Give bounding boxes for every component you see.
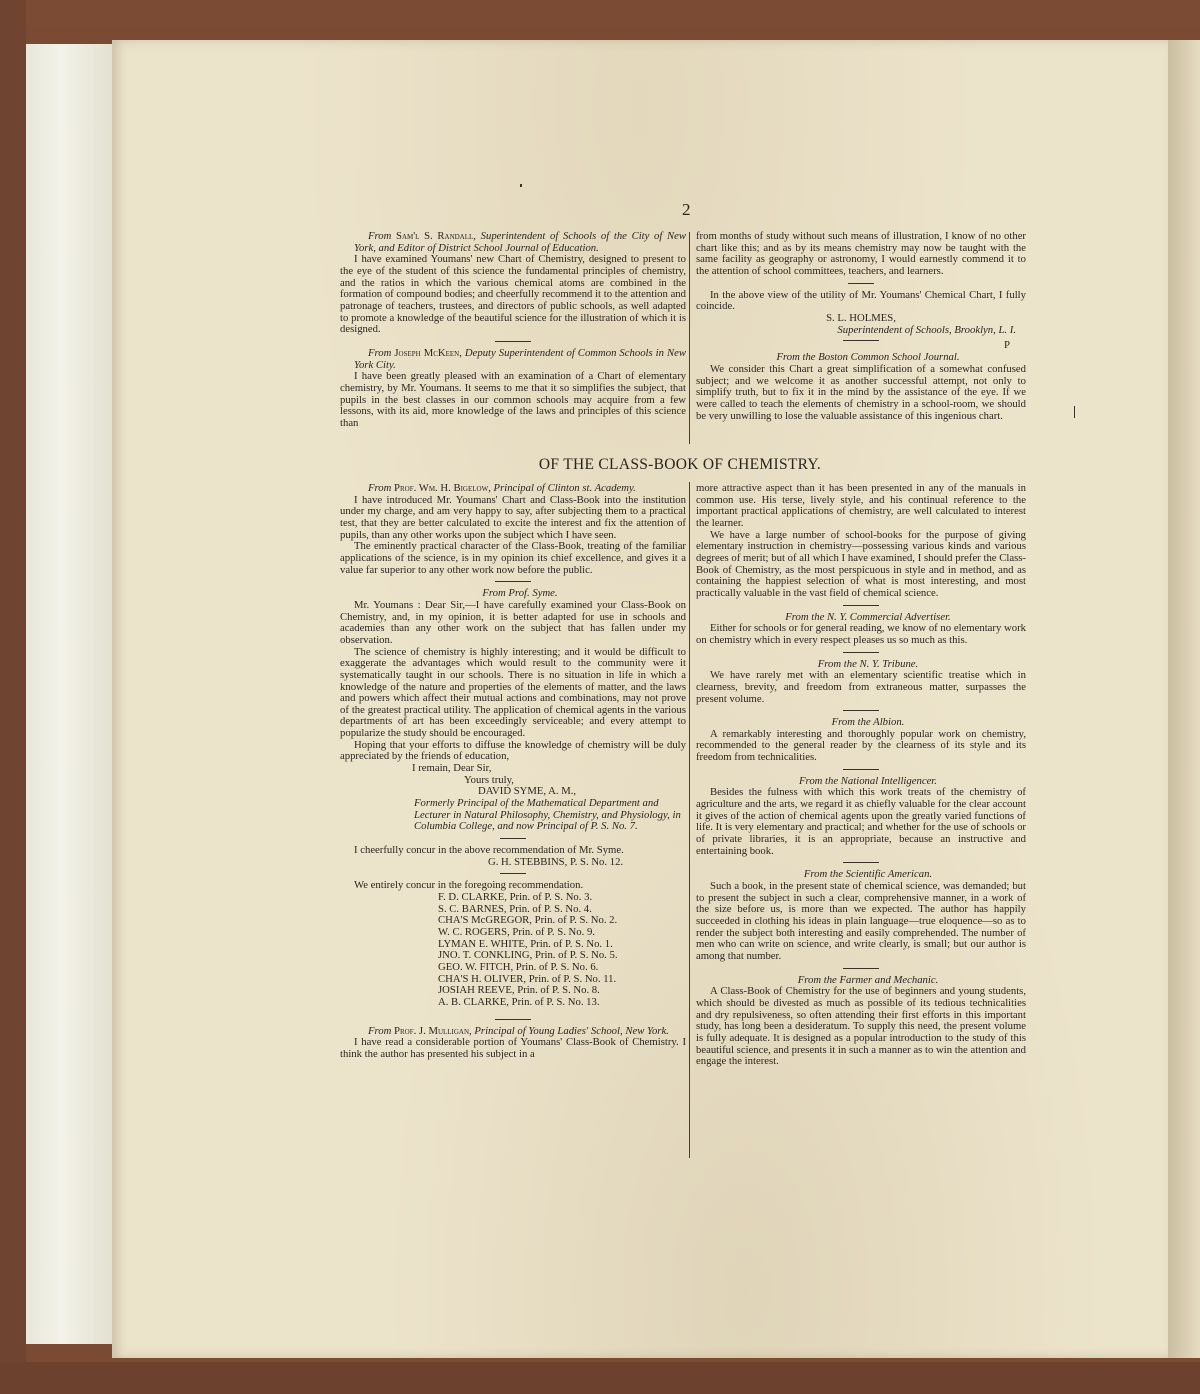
separator-rule: [843, 968, 879, 969]
book-cover-bottom: [0, 1362, 1200, 1394]
top-left-column: [340, 231, 686, 430]
source-name: Prof. J. Mulligan,: [394, 1024, 472, 1037]
separator-rule: [843, 862, 879, 863]
separator-rule: [848, 283, 874, 284]
print-speck: [520, 184, 522, 187]
separator-rule: [843, 605, 879, 606]
margin-mark: [1074, 406, 1075, 418]
boston-body: We consider this Chart a great simplification of a somewhat confused subject; and we welcome it as another successful attempt, not only to simplify truth, but to fix it in the mind by the assistance of the eye. If we were called to teach the elements of chemistry in a school-room, we should be very unwilling to lose the valuable assistance of this ingenious chart.: [696, 362, 1026, 422]
mulligan-body: I have read a considerable portion of Youmans' Class-Book of Chemistry. I think the author has presented his subject in a: [340, 1036, 686, 1060]
page-number: 2: [682, 200, 691, 219]
separator-rule: [495, 341, 531, 342]
tribune-body: We have rarely met with an elementary scientific treatise which in clearness, brevity, and freedom from extraneous matter, surpasses the present volume.: [696, 669, 1026, 705]
commercial-body: Either for schools or for general reading, we know of no elementary work on chemistry which in every respect pleases us so much as this.: [696, 622, 1026, 646]
list-item: JNO. T. CONKLING, Prin. of P. S. No. 5.: [438, 949, 618, 962]
source-scientific-american: From the Scientific American.: [803, 868, 933, 881]
bigelow-paragraph-1: I have introduced Mr. Youmans' Chart and Class-Book into the institution under my charge, and am very happy to say, after subjecting them to a practical test, that they are better calculated to excite the interest and fix the attention of pupils, than any other works upon the subject which I have seen.: [340, 493, 686, 541]
source-title: Superintendent of Schools of the City of New York, and Editor of District School Journal of Education.: [354, 230, 687, 254]
source-prefix: From: [368, 230, 392, 242]
syme-paragraph-1: Mr. Youmans : Dear Sir,—I have carefully examined your Class-Book on Chemistry, and, in my opinion, it is better adapted for use in schools and academies than any other work on the subject that has fallen under my observation.: [340, 598, 686, 646]
list-item: CHA'S H. OLIVER, Prin. of P. S. No. 11.: [438, 972, 617, 985]
source-randall: [340, 231, 686, 254]
list-item: LYMAN E. WHITE, Prin. of P. S. No. 1.: [438, 937, 613, 950]
facing-page-edge: [1168, 40, 1200, 1358]
syme-closing-1: I remain, Dear Sir,: [412, 762, 492, 775]
source-commercial-advertiser: From the N. Y. Commercial Advertiser.: [785, 610, 951, 623]
list-item: S. C. BARNES, Prin. of P. S. No. 4.: [438, 902, 592, 915]
separator-rule: [843, 340, 879, 341]
mckeen-continuation: from months of study without such means of illustration, I know of no other chart like this; and as by its means chemistry may now be taught with the same facility as geography or astronomy, I would earnestly commend it to the attention of school committees, teachers, and learners.: [696, 230, 1026, 277]
source-name: Joseph McKeen,: [394, 346, 462, 359]
list-item: JOSIAH REEVE, Prin. of P. S. No. 8.: [438, 984, 600, 997]
source-tribune: From the N. Y. Tribune.: [817, 657, 919, 670]
document-page: [112, 40, 1168, 1358]
albion-body: A remarkably interesting and thoroughly popular work on chemistry, recommended to the general reader by the clearness of its style and its freedom from technicalities.: [696, 727, 1026, 764]
source-boston: From the Boston Common School Journal.: [776, 351, 960, 364]
concur-list: [340, 892, 686, 1009]
stebbins-body: I cheerfully concur in the above recommendation of Mr. Syme.: [354, 844, 624, 857]
source-title: Principal of Young Ladies' School, New York.: [474, 1024, 669, 1037]
list-item: A. B. CLARKE, Prin. of P. S. No. 13.: [438, 995, 600, 1008]
bottom-left-column: [340, 483, 686, 1061]
separator-rule: [495, 1019, 531, 1020]
holmes-name: S. L. HOLMES,: [826, 311, 896, 324]
source-prefix: From: [368, 482, 392, 494]
mckeen-body: I have been greatly pleased with an examination of a Chart of elementary chemistry, by Mr. Youmans. It seems to me that it so simplifies the subject, that pupils in the best classes in our common schools may acquire from a few lessons, with its aid, more knowledge of the laws and principles of this science than: [340, 370, 686, 429]
book-cover-top: [0, 0, 1200, 26]
source-prefix: From: [368, 346, 392, 359]
source-prefix: From: [368, 1024, 392, 1037]
column-divider-bottom: [689, 482, 690, 1158]
top-right-column: [696, 231, 1026, 422]
holmes-mark: P: [1004, 339, 1010, 352]
section-heading: OF THE CLASS-BOOK OF CHEMISTRY.: [538, 456, 822, 473]
separator-rule: [843, 710, 879, 711]
syme-role: Formerly Principal of the Mathematical Department and Lecturer in Natural Philosophy, Chemistry, and Physiology, in Columbia College, and now Principal of P. S. No. 7.: [414, 797, 681, 833]
source-farmer-mechanic: From the Farmer and Mechanic.: [797, 973, 939, 986]
separator-rule: [843, 652, 879, 653]
holmes-title: Superintendent of Schools, Brooklyn, L. I.: [837, 323, 1016, 336]
source-title: Deputy Superintendent of Common Schools in New York City.: [354, 346, 686, 371]
list-item: CHA'S McGREGOR, Prin. of P. S. No. 2.: [438, 914, 618, 927]
stebbins-name: G. H. STEBBINS, P. S. No. 12.: [488, 855, 624, 868]
syme-paragraph-3: Hoping that your efforts to diffuse the knowledge of chemistry will be duly appreciated by the friends of education,: [340, 738, 686, 763]
separator-rule: [495, 581, 531, 582]
source-mckeen: [340, 348, 686, 371]
list-item: W. C. ROGERS, Prin. of P. S. No. 9.: [438, 925, 595, 938]
column-divider-top: [689, 232, 690, 444]
list-item: F. D. CLARKE, Prin. of P. S. No. 3.: [438, 891, 593, 903]
intelligencer-body: Besides the fulness with which this work treats of the chemistry of agriculture and the arts, we regard it as chiefly valuable for the clear account it gives of the action of chemical agents upon the greatly varied functions of life. It is very elementary and practical; and whether for the use of schools or of private libraries, it is an appropriate, because an instructive and entertaining book.: [696, 786, 1026, 857]
book-cover-left: [0, 0, 26, 1394]
separator-rule: [500, 873, 526, 874]
mulligan-continuation: more attractive aspect than it has been presented in any of the manuals in common use. His terse, lively style, and his continual reference to the important practical applications of chemistry, are well calculated to interest the learner.: [696, 482, 1026, 529]
syme-paragraph-2: The science of chemistry is highly interesting; and it would be difficult to exaggerate the advantages which would result to the community were it systematically taught in our schools. There is no situation in life in which a knowledge of the nature and properties of the elements of matter, and the laws and powers which affect their mutual actions and combinations, may not prove of the greatest practical utility. The application of chemical agents in the various departments of art has been exceedingly serviceable; and every attempt to popularize the study should be encouraged.: [340, 645, 686, 740]
source-national-intelligencer: From the National Intelligencer.: [799, 774, 937, 787]
mulligan-paragraph-2: We have a large number of school-books for the purpose of giving elementary instruction in chemistry—possessing various kinds and various degrees of merit; but of all which I have examined, I should prefer the Class-Book of Chemistry, as the most perspicuous in style and in method, and as containing the happiest selection of what is most interesting, and most practically valuable in the vast field of chemical science.: [696, 528, 1026, 599]
source-title: Principal of Clinton st. Academy.: [493, 482, 636, 494]
syme-name: DAVID SYME, A. M.,: [478, 785, 577, 798]
sciam-body: Such a book, in the present state of chemical science, was demanded; but to present the subject in such a clear, comprehensive manner, in a work of the size before us, is more than we expected. The author has happily succeeded in clothing his ideas in plain language—true eloquence—so as to render the subject both interesting and easily comprehended. The number of men who can write on science, and write clearly, is small; but our author is among that number.: [696, 880, 1026, 962]
farmer-body: A Class-Book of Chemistry for the use of beginners and young students, which should be divested as much as possible of its tedious technicalities and dry repulsiveness, so often attending their first efforts in this important study, has long been a desideratum. To supply this need, the present volume is fully adequate. It is designed as a popular introduction to the study of this beautiful science, and presents it in such a manner as to win the attention and engage the interest.: [696, 985, 1026, 1068]
page-edge-strip: [26, 44, 114, 1344]
holmes-body: In the above view of the utility of Mr. Youmans' Chemical Chart, I fully coincide.: [696, 288, 1026, 313]
bigelow-paragraph-2: The eminently practical character of the Class-Book, treating of the familiar applications of the science, is in my opinion its chief excellence, and gives it a value far superior to any other work now before the public.: [340, 540, 686, 576]
source-bigelow: [340, 483, 686, 495]
separator-rule: [500, 838, 526, 839]
list-item: GEO. W. FITCH, Prin. of P. S. No. 6.: [438, 960, 599, 973]
source-name: Sam'l S. Randall,: [396, 230, 476, 242]
randall-body: I have examined Youmans' new Chart of Chemistry, designed to present to the eye of the student of this science the fundamental principles of chemistry, and the ratios in which the various chemical atoms are combined in the formation of compound bodies; and cheerfully recommend it to the attention and patronage of teachers, trustees, and directors of public schools, as well adapted to promote a knowledge of the beautiful science for the illustration of which it is designed.: [340, 253, 686, 336]
syme-closing-2: Yours truly,: [464, 773, 514, 786]
source-name: Prof. Wm. H. Bigelow,: [394, 482, 491, 494]
bottom-right-column: [696, 483, 1026, 1068]
source-albion: From the Albion.: [831, 716, 905, 729]
concur-body: We entirely concur in the foregoing recommendation.: [354, 879, 584, 892]
separator-rule: [843, 769, 879, 770]
source-syme: From Prof. Syme.: [482, 587, 558, 600]
